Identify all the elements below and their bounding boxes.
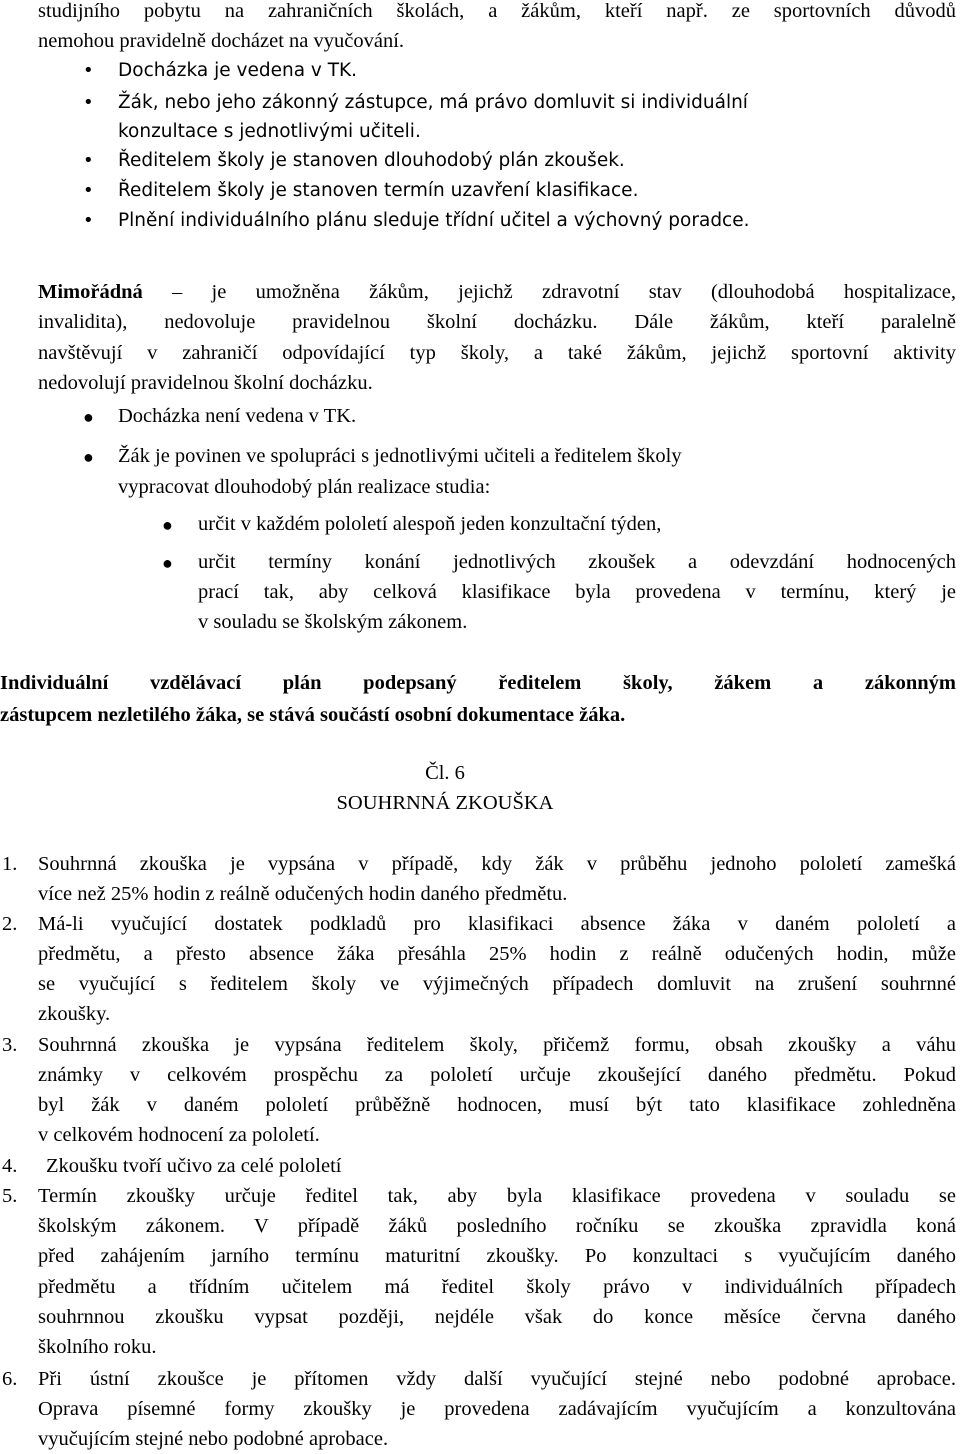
sub-list-item-continuation: prací tak, aby celková klasifikace byla provedena v termínu, který je <box>198 581 956 603</box>
list-number: 1. <box>2 853 18 875</box>
bullet-icon: • <box>83 210 94 231</box>
intro-line-2: nemohou pravidelně docházet na vyučování. <box>38 30 405 52</box>
mimoradna-line-4: nedovolují pravidelnou školní docházku. <box>38 372 373 394</box>
list-item-line: Zkoušku tvoří učivo za celé pololetí <box>46 1155 342 1177</box>
bullet-icon: • <box>83 150 94 171</box>
list-item-line: zkoušky. <box>38 1003 111 1025</box>
list-item-line: Souhrnná zkouška je vypsána ředitelem školy, přičemž formu, obsah zkoušky a váhu <box>38 1034 956 1056</box>
mimoradna-line-2: invalidita), nedovoluje pravidelnou školní docházku. Dále žákům, kteří paralelně <box>38 311 956 333</box>
list-item-line: Termín zkoušky určuje ředitel tak, aby byla klasifikace provedena v souladu se <box>38 1185 956 1207</box>
list-item-line: Má-li vyučující dostatek podkladů pro klasifikaci absence žáka v daném pololetí a <box>38 913 956 935</box>
list-item-line: se vyučující s ředitelem školy ve výjimečných případech domluvit na zrušení souhrnné <box>38 973 956 995</box>
list-item: Ředitelem školy je stanoven dlouhodobý plán zkoušek. <box>118 150 625 171</box>
list-number: 3. <box>2 1034 18 1056</box>
mimoradna-line-3: navštěvují v zahraničí odpovídající typ školy, a také žákům, jejichž sportovní aktivity <box>38 342 956 364</box>
list-item-line: vyučujícím stejné nebo podobné aprobace. <box>38 1428 389 1450</box>
list-item-line: předmětu a třídním učitelem má ředitel školy právo v individuálních případech <box>38 1276 956 1298</box>
bullet-icon: • <box>83 60 94 81</box>
sub-list-item-continuation: v souladu se školským zákonem. <box>198 611 468 633</box>
list-item-line: školního roku. <box>38 1336 157 1358</box>
list-item: Plnění individuálního plánu sleduje třídní učitel a výchovný poradce. <box>118 210 750 231</box>
mimoradna-line-1: Mimořádná – je umožněna žákům, jejichž zdravotní stav (dlouhodobá hospitalizace, <box>38 281 956 303</box>
list-item-continuation: vypracovat dlouhodobý plán realizace studia: <box>118 476 491 498</box>
list-item-line: byl žák v daném pololetí průběžně hodnocen, musí být tato klasifikace zohledněna <box>38 1094 956 1116</box>
list-item: Docházka je vedena v TK. <box>118 60 358 81</box>
bullet-icon: ● <box>162 553 173 573</box>
list-item-line: před zahájením jarního termínu maturitní zkoušky. Po konzultaci s vyučujícím daného <box>38 1245 956 1267</box>
intro-line-1: studijního pobytu na zahraničních školách, a žákům, kteří např. ze sportovních důvodů <box>38 0 956 22</box>
article-number: Čl. 6 <box>425 762 465 784</box>
list-item: Žák, nebo jeho zákonný zástupce, má právo domluvit si individuální <box>118 92 748 113</box>
list-item-line: Při ústní zkoušce je přítomen vždy další vyučující stejné nebo podobné aprobace. <box>38 1368 956 1390</box>
list-number: 5. <box>2 1185 18 1207</box>
list-item-line: školským zákonem. V případě žáků posledního ročníku se zkouška zpravidla koná <box>38 1215 956 1237</box>
bullet-icon: ● <box>162 515 173 535</box>
sub-list-item: určit v každém pololetí alespoň jeden konzultační týden, <box>198 513 662 535</box>
list-number: 4. <box>2 1155 18 1177</box>
list-item-line: souhrnnou zkoušku vypsat později, nejdéle však do konce měsíce června daného <box>38 1306 956 1328</box>
mimoradna-term: Mimořádná <box>38 281 143 303</box>
list-number: 6. <box>2 1368 18 1390</box>
list-item-line: v celkovém hodnocení za pololetí. <box>38 1124 320 1146</box>
page-title: SOUHRNNÁ ZKOUŠKA <box>336 792 554 814</box>
bullet-icon: • <box>83 92 94 113</box>
list-item: Žák je povinen ve spolupráci s jednotlivými učiteli a ředitelem školy <box>118 445 682 467</box>
list-item: Ředitelem školy je stanoven termín uzavření klasifikace. <box>118 180 639 201</box>
bullet-icon: • <box>83 180 94 201</box>
bold-paragraph-line-1: Individuální vzdělávací plán podepsaný ředitelem školy, žákem a zákonným <box>0 672 956 694</box>
sub-list-item: určit termíny konání jednotlivých zkoušek a odevzdání hodnocených <box>198 551 956 573</box>
list-item-line: Oprava písemné formy zkoušky je provedena zadávajícím vyučujícím a konzultována <box>38 1398 956 1420</box>
list-item-line: Souhrnná zkouška je vypsána v případě, kdy žák v průběhu jednoho pololetí zamešká <box>38 853 956 875</box>
list-number: 2. <box>2 913 18 935</box>
list-item-line: více než 25% hodin z reálně odučených hodin daného předmětu. <box>38 883 568 905</box>
list-item-continuation: konzultace s jednotlivými učiteli. <box>118 121 421 142</box>
bullet-icon: ● <box>83 407 94 427</box>
list-item-line: předmětu, a přesto absence žáka přesáhla 25% hodin z reálně odučených hodin, může <box>38 943 956 965</box>
list-item: Docházka není vedena v TK. <box>118 405 357 427</box>
bullet-icon: ● <box>83 447 94 467</box>
bold-paragraph-line-2: zástupcem nezletilého žáka, se stává součástí osobní dokumentace žáka. <box>0 704 626 726</box>
list-item-line: známky v celkovém prospěchu za pololetí určuje zkoušející daného předmětu. Pokud <box>38 1064 956 1086</box>
